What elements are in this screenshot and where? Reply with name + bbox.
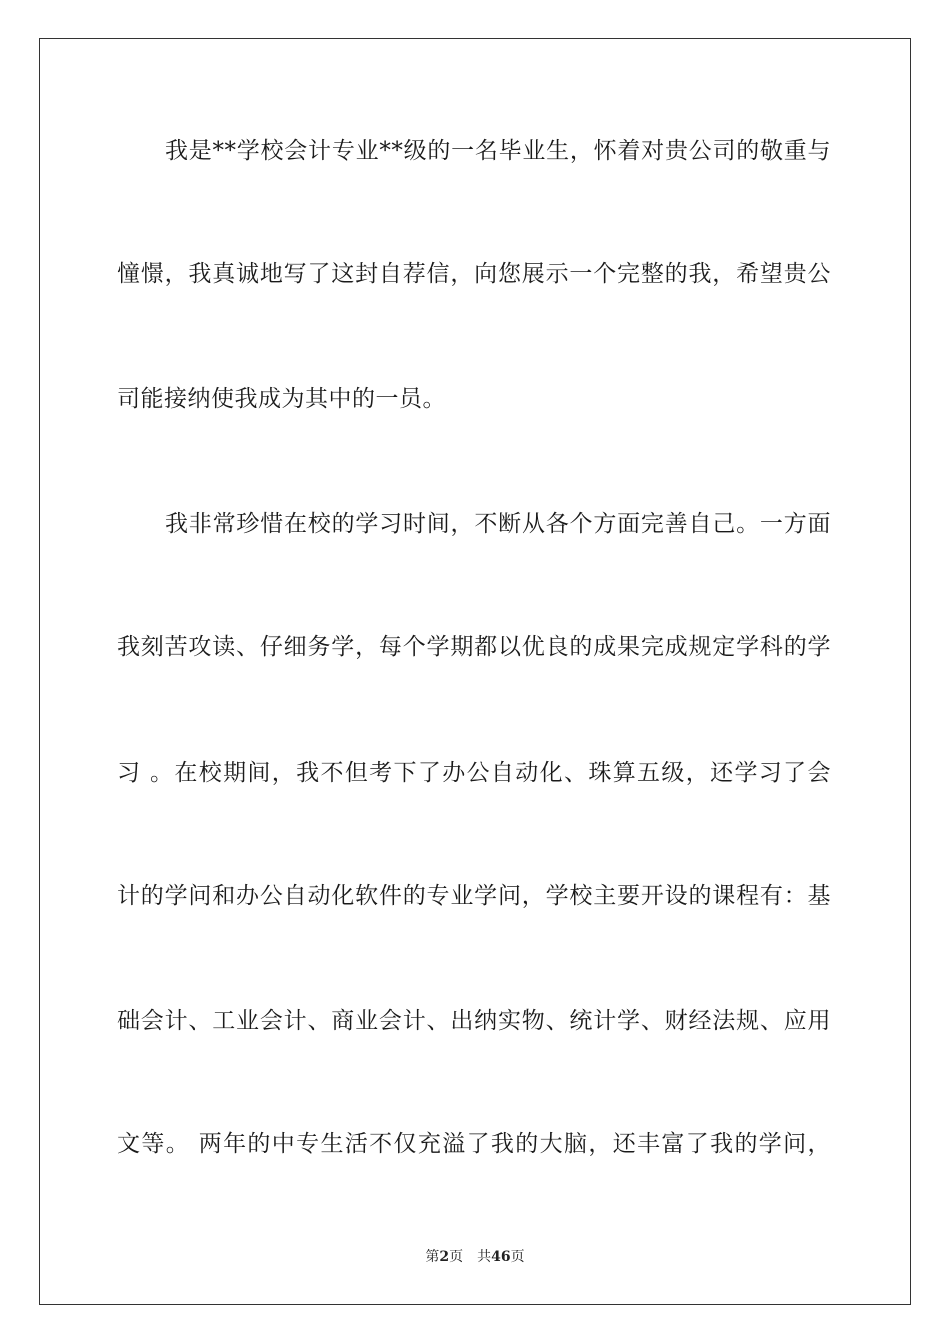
total-prefix: 共 [477, 1249, 492, 1265]
total-suffix: 页 [510, 1249, 525, 1265]
page-prefix: 第 [425, 1249, 440, 1265]
page-footer [0, 1248, 950, 1266]
paragraph-2-line-6: 文等。 两年的中专生活不仅充溢了我的大脑，还丰富了我的学问， [117, 1131, 831, 1157]
page-number: 2 [439, 1249, 450, 1265]
paragraph-2-line-4: 计的学问和办公自动化软件的专业学问，学校主要开设的课程有：基 [117, 883, 831, 909]
page-frame [39, 38, 911, 1305]
paragraph-1-line-1: 我是**学校会计专业**级的一名毕业生，怀着对贵公司的敬重与 [165, 138, 831, 164]
page-suffix: 页 [449, 1249, 464, 1265]
paragraph-2-line-2: 我刻苦攻读、仔细务学，每个学期都以优良的成果完成规定学科的学 [117, 634, 831, 660]
total-pages: 46 [491, 1249, 511, 1265]
paragraph-2-line-5: 础会计、工业会计、商业会计、出纳实物、统计学、财经法规、应用 [117, 1008, 831, 1034]
paragraph-2-line-3: 习 。在校期间，我不但考下了办公自动化、珠算五级，还学习了会 [117, 760, 831, 786]
paragraph-1-line-2: 憧憬，我真诚地写了这封自荐信，向您展示一个完整的我，希望贵公 [117, 261, 831, 287]
paragraph-1-line-3: 司能接纳使我成为其中的一员。 [117, 386, 446, 412]
paragraph-2-line-1: 我非常珍惜在校的学习时间，不断从各个方面完善自己。一方面 [165, 511, 831, 537]
